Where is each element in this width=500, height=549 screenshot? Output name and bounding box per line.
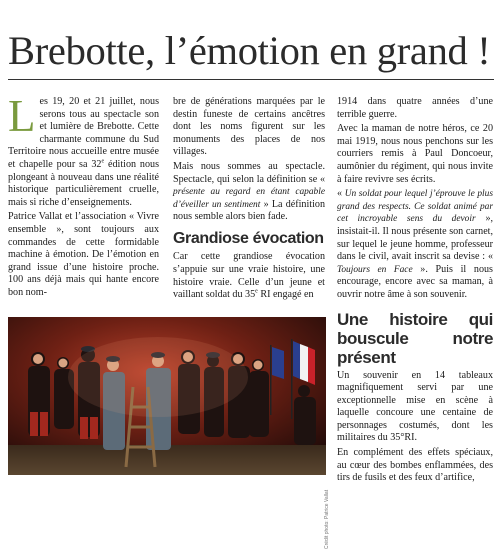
paragraph-text: » La définition nous semble alors bien fade. xyxy=(173,198,325,223)
article-title: Brebotte, l’émotion en grand ! xyxy=(8,28,491,73)
paragraph: Un souvenir en 14 tableaux magnifiquement servi par une exceptionnelle mise en scène à laquelle concoure une centaine de personnages costumés, dont les militaires du 35°RI. xyxy=(337,369,493,444)
column-3 xyxy=(337,96,493,485)
photo-credit xyxy=(324,395,332,549)
reenactment-scene-illustration xyxy=(8,317,326,475)
paragraph-text: es 19, 20 et 21 juillet, nous serons tous au spectacle son et lumière de Brebotte. Cette charmante commune du Sud Territoire nous accueille entre musée et chapelle pour sa 32 xyxy=(8,96,159,170)
paragraph xyxy=(8,91,159,209)
column-2 xyxy=(173,96,325,302)
subheading: Une histoire qui bouscule notre présent xyxy=(337,309,493,367)
paragraph-text: », insistait-il. Il nous présente son carnet, sur lequel le jeune homme, professeur dans le civil, avait inscrit sa devise : « xyxy=(337,213,494,263)
paragraph xyxy=(337,188,493,301)
paragraph-text: édition nous plongeant à nouveau dans une réalité historique particulièrement cruelle, mais si riche d’enseignements. xyxy=(8,158,159,208)
article-photo xyxy=(8,317,326,475)
column-1 xyxy=(8,91,159,300)
paragraph xyxy=(173,161,325,224)
paragraph: En complément des effets spéciaux, au cœur des bombes enflammées, des tirs de fusils et des feux d’artifice, xyxy=(337,447,493,484)
superscript: e xyxy=(101,158,105,165)
drop-cap: L xyxy=(8,91,36,141)
photo-credit-text: Crédit photo: Patrice Vallat xyxy=(324,489,330,549)
superscript: e xyxy=(255,288,258,295)
paragraph-text: Car cette grandiose évocation s’appuie sur une vraie histoire, une histoire vraie. Celle d’un jeune et vaillant soldat du 35 xyxy=(173,251,325,301)
paragraph: Patrice Vallat et l’association « Vivre ensemble », sont toujours aux commandes de cette formidable machine à émotion. De l’émotion en grand issue d’une histoire proche. 100 ans déjà mais qui hante encore bon nom- xyxy=(8,211,159,298)
title-rule xyxy=(8,79,494,80)
paragraph-text: Mais nous sommes au spectacle. Spectacle, qui selon la définition se « xyxy=(173,160,325,185)
paragraph: bre de générations marquées par le destin funeste de certains ancêtres dont les noms figurent sur les monuments des places de nos villages. xyxy=(173,96,325,158)
quote: Un soldat pour lequel j’éprouve le plus grand des respects. Ce soldat animé par cet incroyable sens du devoir xyxy=(337,189,493,225)
quote: Toujours en Face xyxy=(337,264,413,275)
paragraph: Avec la maman de notre héros, ce 20 mai 1919, nous nous penchons sur les courriers remis à Paul Doncoeur, aumônier du régiment, qui nous invite à faire revivre ses écrits. xyxy=(337,123,493,185)
subheading: Grandiose évocation xyxy=(173,229,324,247)
paragraph: 1914 dans quatre années d’une terrible guerre. xyxy=(337,96,493,120)
paragraph-text: « xyxy=(337,188,345,200)
paragraph xyxy=(173,251,325,301)
paragraph-text: RI engagé en xyxy=(257,289,314,301)
paragraph-text: ». Puis il nous encourage, encore avec sa maman, à ouvrir notre âme à son souvenir. xyxy=(337,263,493,300)
quote: présente au regard en étant capable d’éveiller un sentiment xyxy=(173,187,325,210)
